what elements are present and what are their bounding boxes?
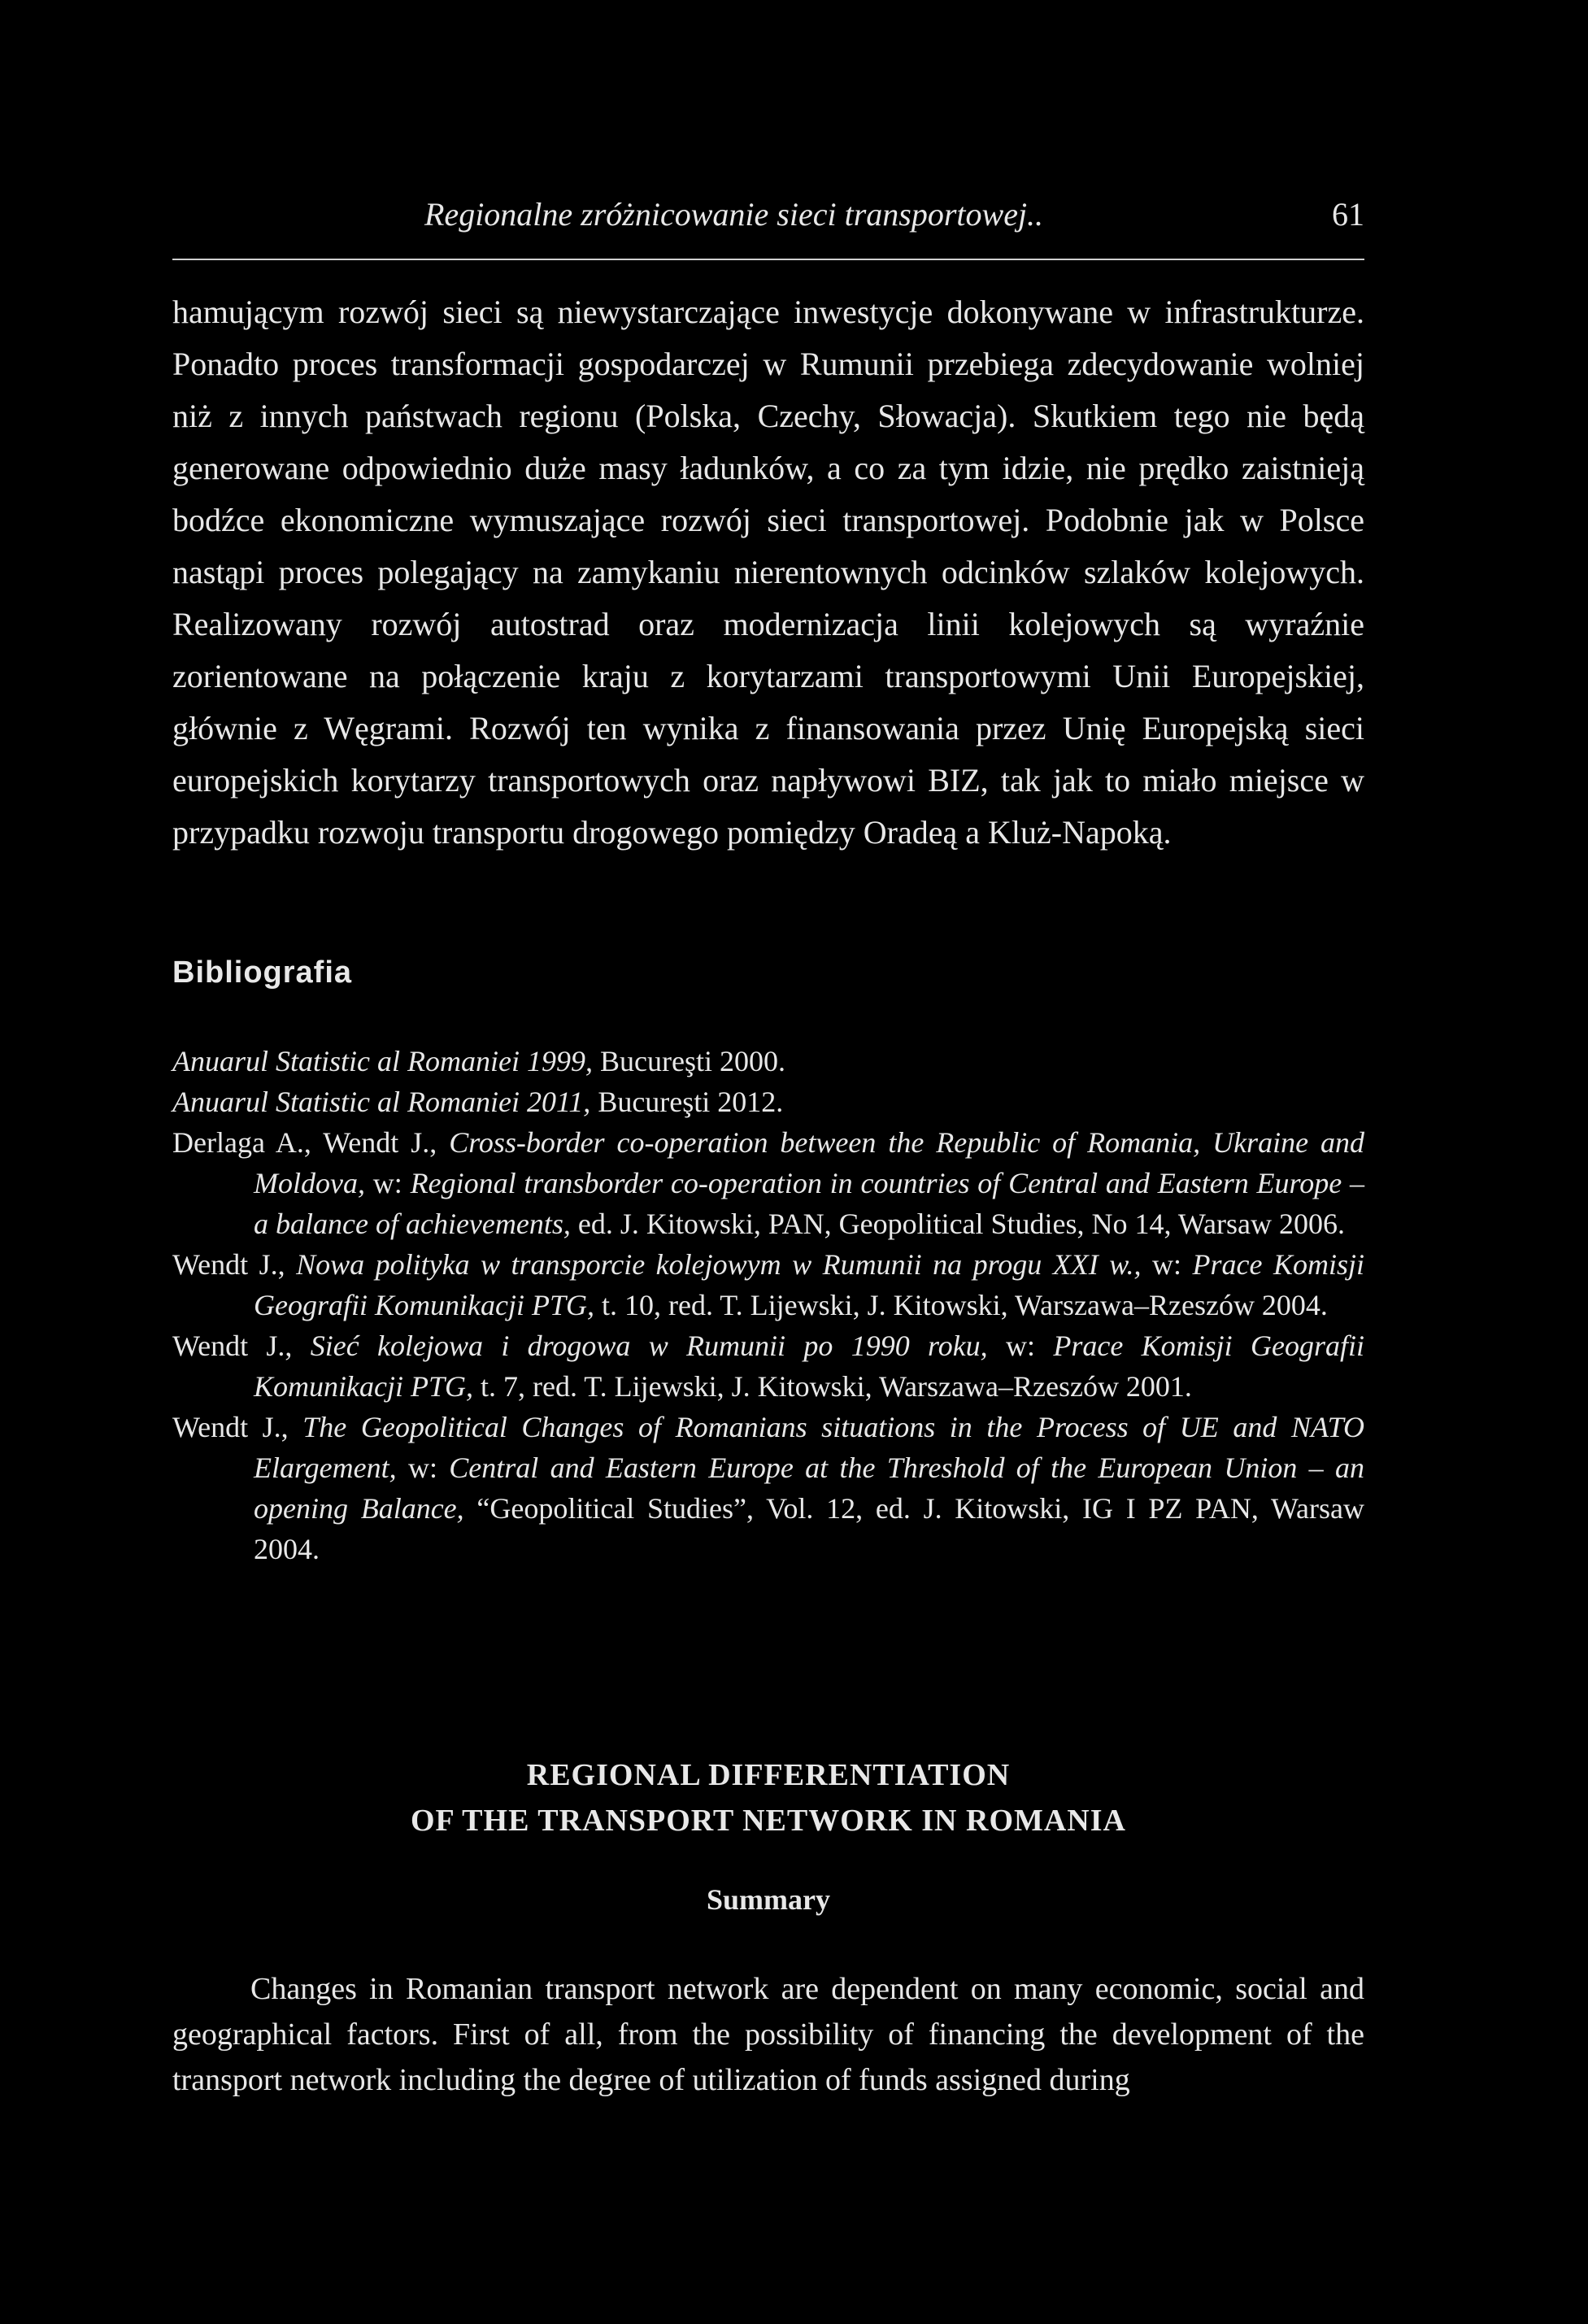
entry-title: The Geopolitical Changes of Romanians situations in the Process of UE and NATO Elargement,	[254, 1411, 1364, 1484]
entry-title-container: Regional transborder co-operation in countries of Central and Eastern Europe – a balance of achievements,	[254, 1167, 1364, 1240]
entry-rest: t. 7, red. T. Lijewski, J. Kitowski, Warszawa–Rzeszów 2001.	[472, 1370, 1192, 1403]
header-rule	[172, 259, 1364, 260]
entry-author: Wendt J.,	[172, 1248, 297, 1281]
entry-title-container: Prace Komisji Geografii Komunikacji PTG,	[254, 1248, 1365, 1321]
entry-mid: w:	[364, 1167, 411, 1199]
entry-title: Nowa polityka w transporcie kolejowym w Rumunii na progu XXI w.,	[296, 1248, 1142, 1281]
entry-rest: t. 10, red. T. Lijewski, J. Kitowski, Warszawa–Rzeszów 2004.	[594, 1289, 1328, 1321]
entry-author: Derlaga A., Wendt J.,	[172, 1126, 450, 1159]
entry-title: Anuarul Statistic al Romaniei 2011,	[172, 1086, 591, 1118]
english-title-line-2: OF THE TRANSPORT NETWORK IN ROMANIA	[411, 1804, 1126, 1838]
running-title: Regionalne zróżnicowanie sieci transportowej..	[424, 196, 1044, 233]
summary-paragraph: Changes in Romanian transport network are dependent on many economic, social and geographical factors. First of all, from the possibility of financing the development of the transport network including the degree of utilization of funds assigned during	[172, 1972, 1364, 2097]
bibliography-entry	[172, 1325, 1364, 1407]
bibliography-entry	[172, 1081, 1364, 1122]
bibliography-entry	[172, 1407, 1364, 1569]
bibliography-entry	[172, 1041, 1364, 1081]
page-header	[172, 195, 1364, 244]
entry-title: Anuarul Statistic al Romaniei 1999,	[172, 1045, 593, 1077]
page-number: 61	[1332, 196, 1364, 233]
entry-title-container: Prace Komisji Geografii Komunikacji PTG,	[254, 1330, 1364, 1403]
entry-rest: ed. J. Kitowski, PAN, Geopolitical Studies, No 14, Warsaw 2006.	[570, 1208, 1345, 1240]
entry-mid: w:	[987, 1330, 1054, 1362]
bibliography-entry	[172, 1244, 1364, 1325]
bibliography-list	[172, 1041, 1364, 1569]
entry-author: Wendt J.,	[172, 1411, 303, 1443]
entry-mid: w:	[396, 1451, 450, 1484]
entry-title: Sieć kolejowa i drogowa w Rumunii po 1990 roku,	[310, 1330, 988, 1362]
entry-title-container: Central and Eastern Europe at the Threshold of the European Union – an opening Balance,	[254, 1451, 1364, 1525]
entry-mid: w:	[1141, 1248, 1193, 1281]
entry-rest: Bucureşti 2000.	[592, 1045, 785, 1077]
bibliography-heading: Bibliografia	[172, 955, 353, 990]
english-title-line-1: REGIONAL DIFFERENTIATION	[526, 1758, 1011, 1792]
entry-author: Wendt J.,	[172, 1330, 311, 1362]
entry-rest: “Geopolitical Studies”, Vol. 12, ed. J. Kitowski, IG I PZ PAN, Warsaw 2004.	[254, 1492, 1364, 1565]
entry-rest: Bucureşti 2012.	[590, 1086, 784, 1118]
english-title	[172, 1752, 1364, 1843]
summary-heading: Summary	[707, 1883, 830, 1916]
entry-title: Cross-border co-operation between the Republic of Romania, Ukraine and Moldova,	[254, 1126, 1365, 1199]
bibliography-entry	[172, 1122, 1364, 1244]
body-paragraph: hamującym rozwój sieci są niewystarczające inwestycje dokonywane w infrastrukturze. Ponadto proces transformacji gospodarczej w Rumunii przebiega zdecydowanie wolniej niż z innych państwach regionu (Polska, Czechy, Słowacja). Skutkiem tego nie będą generowane odpowiednio duże masy ładunków, a co za tym idzie, nie prędko zaistnieją bodźce ekonomiczne wymuszające rozwój sieci transportowej. Podobnie jak w Polsce nastąpi proces polegający na zamykaniu nierentownych odcinków szlaków kolejowych. Realizowany rozwój autostrad oraz modernizacja linii kolejowych są wyraźnie zorientowane na połączenie kraju z korytarzami transportowymi Unii Europejskiej, głównie z Węgrami. Rozwój ten wynika z finansowania przez Unię Europejską sieci europejskich korytarzy transportowych oraz napływowi BIZ, tak jak to miało miejsce w przypadku rozwoju transportu drogowego pomiędzy Oradeą a Kluż-Napoką.	[172, 294, 1364, 851]
